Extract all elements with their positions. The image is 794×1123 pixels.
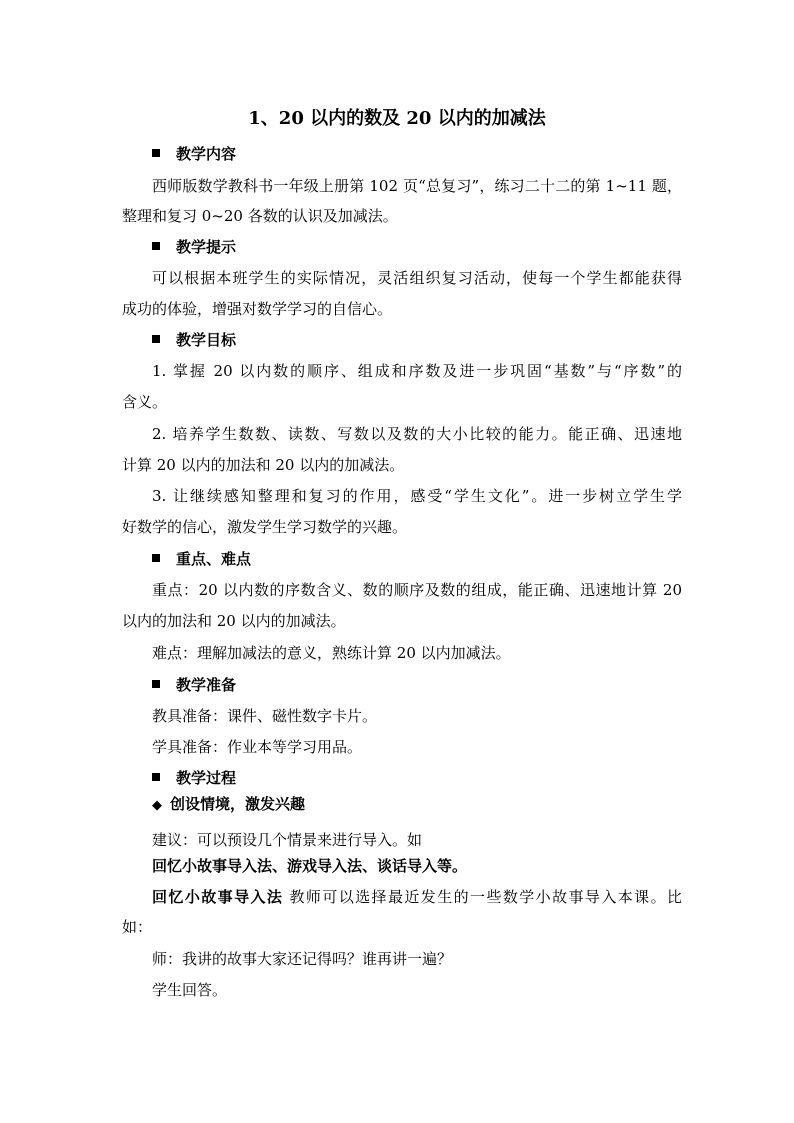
square-bullet-icon — [152, 335, 160, 343]
paragraph-line: 学生回答。 — [152, 981, 228, 999]
paragraph-line: 建议：可以预设几个情景来进行导入。如 — [152, 831, 423, 849]
paragraph-line: 成功的体验，增强对数学学习的自信心。 — [122, 300, 393, 318]
section-heading-goals: 教学目标 — [152, 330, 712, 350]
section-heading-key-points: 重点、难点 — [152, 549, 712, 569]
paragraph-line: 含义。 — [122, 393, 168, 411]
paragraph-line: 1. 掌握 20 以内数的顺序、组成和序数及进一步巩固“基数”与“序数”的 — [152, 362, 682, 380]
square-bullet-icon — [152, 554, 160, 562]
paragraph-line: 计算 20 以内的加法和 20 以内的加减法。 — [122, 456, 405, 474]
paragraph-line: 如： — [122, 918, 153, 936]
section-heading-preparation: 教学准备 — [152, 675, 712, 695]
paragraph-line: 可以根据本班学生的实际情况，灵活组织复习活动，使每一个学生都能获得 — [152, 269, 682, 287]
square-bullet-icon — [152, 773, 160, 781]
paragraph-line: 以内的加法和 20 以内的加减法。 — [122, 612, 346, 630]
paragraph-line: 好数学的信心，激发学生学习数学的兴趣。 — [122, 518, 408, 536]
square-bullet-icon — [152, 242, 160, 250]
paragraph-line: 2. 培养学生数数、读数、写数以及数的大小比较的能力。能正确、迅速地 — [152, 425, 682, 443]
paragraph-line: 回忆小故事导入法 教师可以选择最近发生的一些数学小故事导入本课。比 — [152, 888, 682, 906]
paragraph-line: 3. 让继续感知整理和复习的作用，感受“学生文化”。进一步树立学生学 — [152, 487, 682, 505]
paragraph-line: 学具准备：作业本等学习用品。 — [152, 738, 363, 756]
diamond-bullet-icon: ◆ — [152, 798, 162, 813]
square-bullet-icon — [152, 149, 160, 157]
page-title: 1、20 以内的数及 20 以内的加减法 — [248, 108, 546, 129]
paragraph-line: 师：我讲的故事大家还记得吗？谁再讲一遍？ — [152, 950, 453, 968]
paragraph-line: 难点：理解加减法的意义，熟练计算 20 以内加减法。 — [152, 644, 511, 662]
subsection-heading: ◆ 创设情境，激发兴趣 — [152, 795, 306, 813]
paragraph-line: 教具准备：课件、磁性数字卡片。 — [152, 707, 378, 725]
section-heading-content: 教学内容 — [152, 144, 712, 164]
square-bullet-icon — [152, 680, 160, 688]
paragraph-line: 重点：20 以内数的序数含义、数的顺序及数的组成，能正确、迅速地计算 20 — [152, 581, 682, 599]
paragraph-line-bold: 回忆小故事导入法、游戏导入法、谈话导入等。 — [152, 857, 468, 875]
section-heading-tips: 教学提示 — [152, 237, 712, 257]
paragraph-line: 西师版数学教科书一年级上册第 102 页“总复习”，练习二十二的第 1~11 题， — [152, 177, 682, 195]
paragraph-line: 整理和复习 0~20 各数的认识及加减法。 — [122, 207, 398, 225]
section-heading-process: 教学过程 — [152, 768, 712, 788]
